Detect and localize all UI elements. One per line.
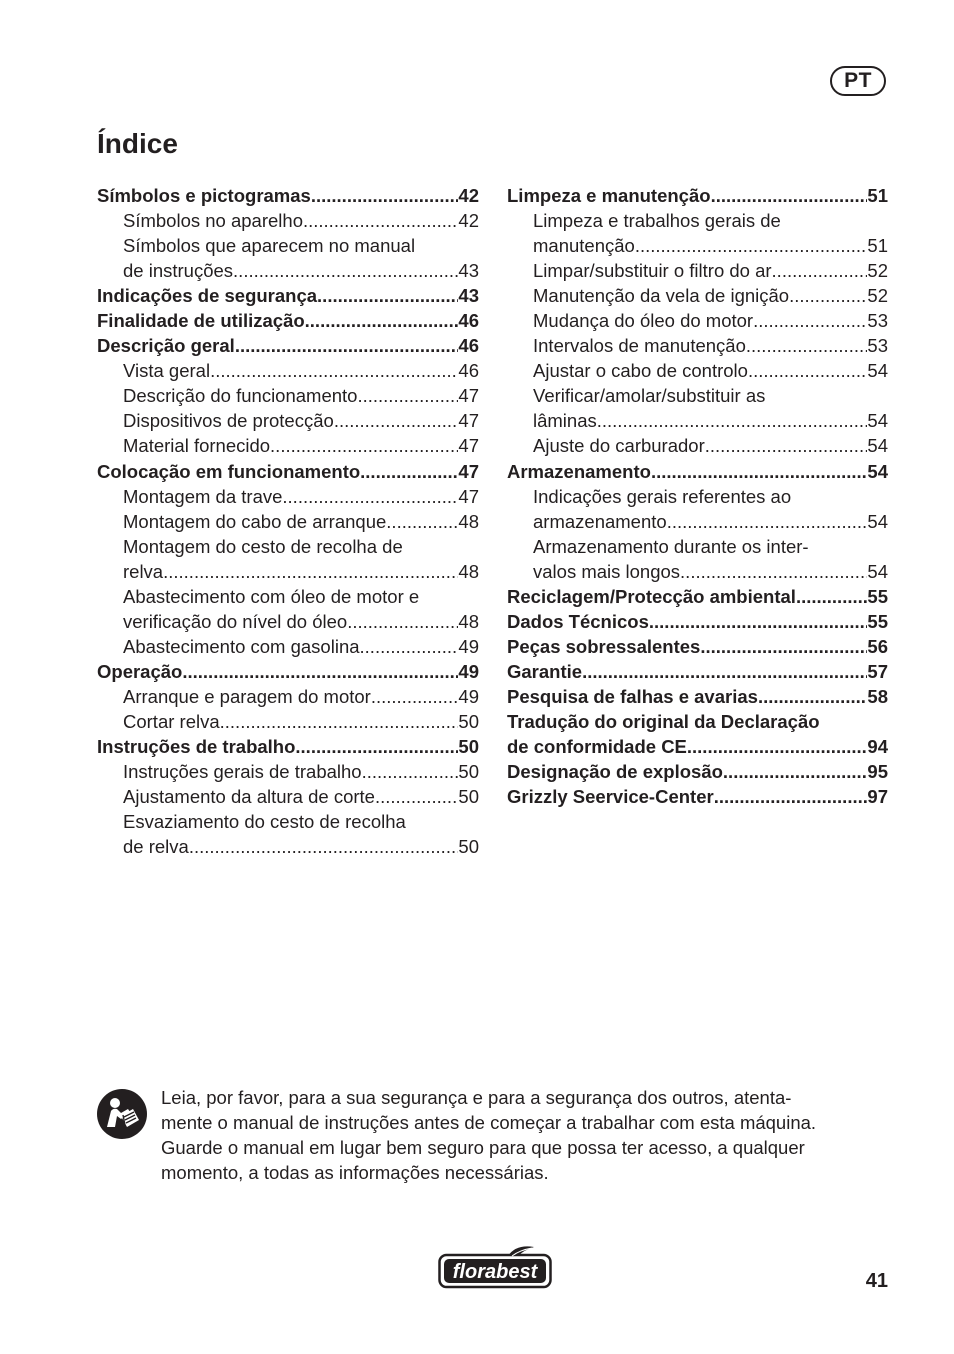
toc-dot-leader bbox=[667, 509, 868, 534]
toc-dot-leader bbox=[772, 258, 868, 283]
toc-entry-title: Ajustamento da altura de corte bbox=[123, 786, 375, 808]
toc-entry-title: valos mais longos bbox=[533, 560, 681, 582]
toc-subsection-entry[interactable] bbox=[97, 433, 479, 458]
toc-entry-title: Material fornecido bbox=[123, 435, 271, 457]
toc-page-number: 95 bbox=[867, 761, 888, 783]
toc-entry-title: Tradução do original da Declaração bbox=[507, 710, 820, 732]
toc-dot-leader bbox=[789, 283, 867, 308]
toc-dot-leader bbox=[282, 484, 458, 509]
toc-entry-title: Símbolos no aparelho bbox=[123, 210, 303, 232]
toc-page-number: 47 bbox=[458, 385, 479, 407]
page-number: 41 bbox=[865, 1270, 888, 1292]
toc-entry-title: Montagem da trave bbox=[123, 485, 283, 507]
toc-dot-leader bbox=[651, 459, 867, 484]
toc-page-number: 54 bbox=[867, 435, 888, 457]
toc-subsection-entry[interactable] bbox=[97, 208, 479, 233]
toc-entry-title: Limpar/substituir o filtro do ar bbox=[533, 260, 772, 282]
toc-section-entry[interactable] bbox=[97, 659, 479, 684]
toc-section-entry[interactable] bbox=[507, 459, 888, 484]
toc-page-number: 51 bbox=[867, 185, 888, 206]
toc-entry-title: Limpeza e manutenção bbox=[507, 185, 711, 206]
toc-page-number: 54 bbox=[867, 510, 888, 532]
toc-entry-title: Descrição do funcionamento bbox=[123, 385, 358, 407]
toc-entry-title: Colocação em funcionamento bbox=[97, 460, 361, 482]
toc-subsection-entry[interactable] bbox=[507, 333, 888, 358]
toc-section-entry[interactable] bbox=[97, 333, 479, 358]
toc-page-number: 47 bbox=[458, 485, 479, 507]
toc-section-entry[interactable] bbox=[97, 183, 479, 208]
toc-subsection-entry[interactable] bbox=[97, 233, 479, 258]
toc-subsection-entry[interactable] bbox=[97, 759, 479, 784]
toc-entry-title: Indicações gerais referentes ao bbox=[533, 485, 792, 507]
toc-entry-title: relva bbox=[123, 560, 164, 582]
toc-right-column bbox=[507, 183, 888, 809]
toc-section-entry[interactable] bbox=[507, 684, 888, 709]
toc-dot-leader bbox=[189, 834, 459, 859]
toc-entry-title: Montagem do cabo de arranque bbox=[123, 510, 387, 532]
toc-entry-title: Verificar/amolar/substituir as bbox=[533, 385, 766, 407]
toc-entry-title: Abastecimento com gasolina bbox=[123, 635, 360, 657]
toc-entry-title: Esvaziamento do cesto de recolha bbox=[123, 811, 406, 833]
toc-entry-title: Indicações de segurança bbox=[97, 285, 318, 307]
safety-note-line: Leia, por favor, para a sua segurança e para a segurança dos outros, atenta- bbox=[161, 1087, 792, 1108]
toc-entry-title: Símbolos que aparecem no manual bbox=[123, 235, 416, 257]
toc-subsection-entry[interactable] bbox=[507, 509, 888, 534]
toc-section-entry[interactable] bbox=[507, 584, 888, 609]
logo-wordmark: florabest bbox=[452, 1261, 538, 1283]
toc-entry-title: Reciclagem/Protecção ambiental bbox=[507, 585, 796, 607]
toc-dot-leader bbox=[163, 559, 458, 584]
toc-page-number: 43 bbox=[458, 260, 479, 282]
toc-dot-leader bbox=[796, 584, 867, 609]
toc-dot-leader bbox=[711, 183, 868, 208]
toc-subsection-entry[interactable] bbox=[507, 408, 888, 433]
toc-subsection-entry[interactable] bbox=[97, 534, 479, 559]
toc-page-number: 55 bbox=[867, 585, 888, 607]
toc-subsection-entry[interactable] bbox=[507, 484, 888, 509]
toc-page-number: 49 bbox=[458, 660, 479, 682]
toc-entry-title: Cortar relva bbox=[123, 710, 220, 732]
toc-section-entry[interactable] bbox=[507, 634, 888, 659]
toc-subsection-entry[interactable] bbox=[97, 484, 479, 509]
toc-page-number: 53 bbox=[867, 310, 888, 332]
toc-entry-title: lâminas bbox=[533, 410, 597, 432]
toc-entry-title: verificação do nível do óleo bbox=[123, 610, 348, 632]
toc-subsection-entry[interactable] bbox=[97, 784, 479, 809]
toc-dot-leader bbox=[375, 784, 458, 809]
toc-dot-leader bbox=[357, 383, 458, 408]
toc-dot-leader bbox=[386, 509, 458, 534]
toc-section-entry[interactable] bbox=[507, 183, 888, 208]
toc-dot-leader bbox=[334, 408, 459, 433]
language-badge: PT bbox=[830, 66, 886, 96]
toc-entry-title: Operação bbox=[97, 660, 183, 682]
toc-subsection-entry[interactable] bbox=[507, 534, 888, 559]
toc-page-number: 50 bbox=[458, 836, 479, 858]
toc-subsection-entry[interactable] bbox=[507, 559, 888, 584]
safety-note-line: momento, a todas as informações necessárias. bbox=[161, 1162, 549, 1183]
safety-note-line: mente o manual de instruções antes de começar a trabalhar com esta máquina. bbox=[161, 1112, 817, 1133]
safety-note-line: Guarde o manual em lugar bem seguro para que possa ter acesso, a qualquer bbox=[161, 1137, 805, 1158]
toc-page-number: 55 bbox=[867, 610, 888, 632]
toc-dot-leader bbox=[311, 183, 459, 208]
toc-section-entry[interactable] bbox=[97, 283, 479, 308]
toc-entry-title: Limpeza e trabalhos gerais de bbox=[533, 210, 781, 232]
toc-left-column bbox=[97, 183, 479, 859]
toc-dot-leader bbox=[649, 609, 868, 634]
toc-subsection-entry[interactable] bbox=[507, 283, 888, 308]
toc-entry-title: Ajuste do carburador bbox=[533, 435, 705, 457]
toc-entry-title: armazenamento bbox=[533, 510, 667, 532]
toc-dot-leader bbox=[233, 258, 458, 283]
toc-page-number: 48 bbox=[458, 510, 479, 532]
toc-dot-leader bbox=[705, 433, 868, 458]
toc-entry-title: Vista geral bbox=[123, 360, 211, 382]
toc-entry-title: Instruções gerais de trabalho bbox=[123, 761, 362, 783]
toc-page-number: 54 bbox=[867, 560, 888, 582]
toc-dot-leader bbox=[680, 559, 867, 584]
toc-page-number: 42 bbox=[458, 210, 479, 232]
toc-page-number: 48 bbox=[458, 560, 479, 582]
toc-page-number: 47 bbox=[458, 410, 479, 432]
toc-dot-leader bbox=[270, 433, 458, 458]
toc-subsection-entry[interactable] bbox=[507, 383, 888, 408]
toc-subsection-entry[interactable] bbox=[97, 509, 479, 534]
toc-entry-title: Montagem do cesto de recolha de bbox=[123, 535, 403, 557]
toc-page-number: 50 bbox=[458, 710, 479, 732]
toc-subsection-entry[interactable] bbox=[97, 383, 479, 408]
safety-note bbox=[161, 1085, 891, 1185]
toc-entry-title: de relva bbox=[123, 836, 189, 858]
toc-page-number: 49 bbox=[458, 685, 479, 707]
toc-page-number: 50 bbox=[458, 786, 479, 808]
toc-entry-title: manutenção bbox=[533, 235, 635, 257]
toc-subsection-entry[interactable] bbox=[507, 433, 888, 458]
toc-entry-title: Armazenamento bbox=[507, 460, 651, 482]
toc-page-number: 47 bbox=[458, 435, 479, 457]
toc-subsection-entry[interactable] bbox=[97, 684, 479, 709]
toc-page-number: 54 bbox=[867, 410, 888, 432]
toc-subsection-entry[interactable] bbox=[97, 258, 479, 283]
toc-entry-title: Arranque e paragem do motor bbox=[123, 685, 371, 707]
toc-entry-title: Pesquisa de falhas e avarias bbox=[507, 685, 758, 707]
toc-section-entry[interactable] bbox=[507, 659, 888, 684]
toc-entry-title: Peças sobressalentes bbox=[507, 635, 701, 657]
toc-dot-leader bbox=[295, 734, 458, 759]
toc-entry-title: Designação de explosão bbox=[507, 761, 723, 783]
toc-page-number: 47 bbox=[458, 460, 479, 482]
toc-entry-title: Símbolos e pictogramas bbox=[97, 185, 311, 206]
toc-dot-leader bbox=[746, 333, 868, 358]
toc-dot-leader bbox=[714, 784, 868, 809]
toc-entry-title: Mudança do óleo do motor bbox=[533, 310, 754, 332]
toc-dot-leader bbox=[753, 308, 867, 333]
toc-entry-title: Instruções de trabalho bbox=[97, 736, 296, 758]
toc-subsection-entry[interactable] bbox=[507, 308, 888, 333]
toc-dot-leader bbox=[758, 684, 867, 709]
toc-dot-leader bbox=[635, 233, 868, 258]
toc-subsection-entry[interactable] bbox=[507, 258, 888, 283]
toc-subsection-entry[interactable] bbox=[97, 834, 479, 859]
florabest-logo bbox=[438, 1244, 552, 1289]
toc-dot-leader bbox=[235, 333, 459, 358]
toc-subsection-entry[interactable] bbox=[97, 709, 479, 734]
toc-entry-title: Grizzly Seervice-Center bbox=[507, 786, 714, 808]
toc-dot-leader bbox=[303, 208, 458, 233]
toc-entry-title: Abastecimento com óleo de motor e bbox=[123, 585, 420, 607]
toc-page-number: 43 bbox=[458, 285, 479, 307]
toc-dot-leader bbox=[687, 734, 868, 759]
toc-page-number: 54 bbox=[867, 360, 888, 382]
toc-page-number: 46 bbox=[458, 310, 479, 332]
toc-entry-title: Manutenção da vela de ignição bbox=[533, 285, 790, 307]
toc-page-number: 97 bbox=[867, 786, 888, 808]
toc-page-number: 57 bbox=[867, 660, 888, 682]
toc-section-entry[interactable] bbox=[97, 459, 479, 484]
toc-dot-leader bbox=[210, 358, 458, 383]
toc-page-number: 49 bbox=[458, 635, 479, 657]
toc-dot-leader bbox=[182, 659, 458, 684]
toc-entry-title: de conformidade CE bbox=[507, 736, 687, 758]
toc-page-number: 48 bbox=[458, 610, 479, 632]
toc-dot-leader bbox=[317, 283, 458, 308]
toc-page-number: 94 bbox=[867, 736, 888, 758]
toc-section-entry[interactable] bbox=[507, 784, 888, 809]
toc-entry-title: Dados Técnicos bbox=[507, 610, 649, 632]
toc-dot-leader bbox=[748, 358, 867, 383]
toc-entry-title: Descrição geral bbox=[97, 335, 235, 357]
toc-page-number: 52 bbox=[867, 260, 888, 282]
toc-subsection-entry[interactable] bbox=[97, 634, 479, 659]
toc-dot-leader bbox=[220, 709, 459, 734]
toc-page-number: 46 bbox=[458, 360, 479, 382]
toc-section-entry[interactable] bbox=[507, 709, 888, 734]
toc-section-entry[interactable] bbox=[507, 734, 888, 759]
toc-entry-title: Intervalos de manutenção bbox=[533, 335, 746, 357]
toc-page-number: 52 bbox=[867, 285, 888, 307]
toc-page-number: 50 bbox=[458, 736, 479, 758]
toc-page-number: 46 bbox=[458, 335, 479, 357]
page-title: Índice bbox=[97, 128, 178, 159]
toc-dot-leader bbox=[723, 759, 868, 784]
toc-subsection-entry[interactable] bbox=[97, 609, 479, 634]
toc-dot-leader bbox=[700, 634, 867, 659]
toc-section-entry[interactable] bbox=[97, 734, 479, 759]
toc-entry-title: Finalidade de utilização bbox=[97, 310, 305, 332]
toc-subsection-entry[interactable] bbox=[97, 559, 479, 584]
toc-page-number: 42 bbox=[458, 185, 479, 206]
toc-subsection-entry[interactable] bbox=[507, 358, 888, 383]
toc-page-number: 58 bbox=[867, 685, 888, 707]
toc-dot-leader bbox=[597, 408, 868, 433]
toc-dot-leader bbox=[347, 609, 458, 634]
toc-page-number: 54 bbox=[867, 460, 888, 482]
toc-dot-leader bbox=[360, 459, 458, 484]
toc-dot-leader bbox=[371, 684, 459, 709]
toc-section-entry[interactable] bbox=[97, 308, 479, 333]
toc-entry-title: Armazenamento durante os inter- bbox=[533, 535, 809, 557]
toc-subsection-entry[interactable] bbox=[97, 408, 479, 433]
toc-page-number: 51 bbox=[867, 235, 888, 257]
toc-dot-leader bbox=[305, 308, 459, 333]
toc-entry-title: de instruções bbox=[123, 260, 234, 282]
toc-subsection-entry[interactable] bbox=[97, 584, 479, 609]
toc-entry-title: Ajustar o cabo de controlo bbox=[533, 360, 748, 382]
toc-page-number: 56 bbox=[867, 635, 888, 657]
toc-page-number: 50 bbox=[458, 761, 479, 783]
toc-dot-leader bbox=[362, 759, 459, 784]
read-manual-icon bbox=[97, 1089, 147, 1139]
toc-section-entry[interactable] bbox=[507, 759, 888, 784]
toc-dot-leader bbox=[360, 634, 459, 659]
toc-subsection-entry[interactable] bbox=[97, 358, 479, 383]
toc-subsection-entry[interactable] bbox=[507, 208, 888, 233]
toc-entry-title: Garantie bbox=[507, 660, 583, 682]
toc-subsection-entry[interactable] bbox=[507, 233, 888, 258]
toc-subsection-entry[interactable] bbox=[97, 809, 479, 834]
toc-dot-leader bbox=[582, 659, 867, 684]
toc-page-number: 53 bbox=[867, 335, 888, 357]
toc-section-entry[interactable] bbox=[507, 609, 888, 634]
toc-entry-title: Dispositivos de protecção bbox=[123, 410, 334, 432]
